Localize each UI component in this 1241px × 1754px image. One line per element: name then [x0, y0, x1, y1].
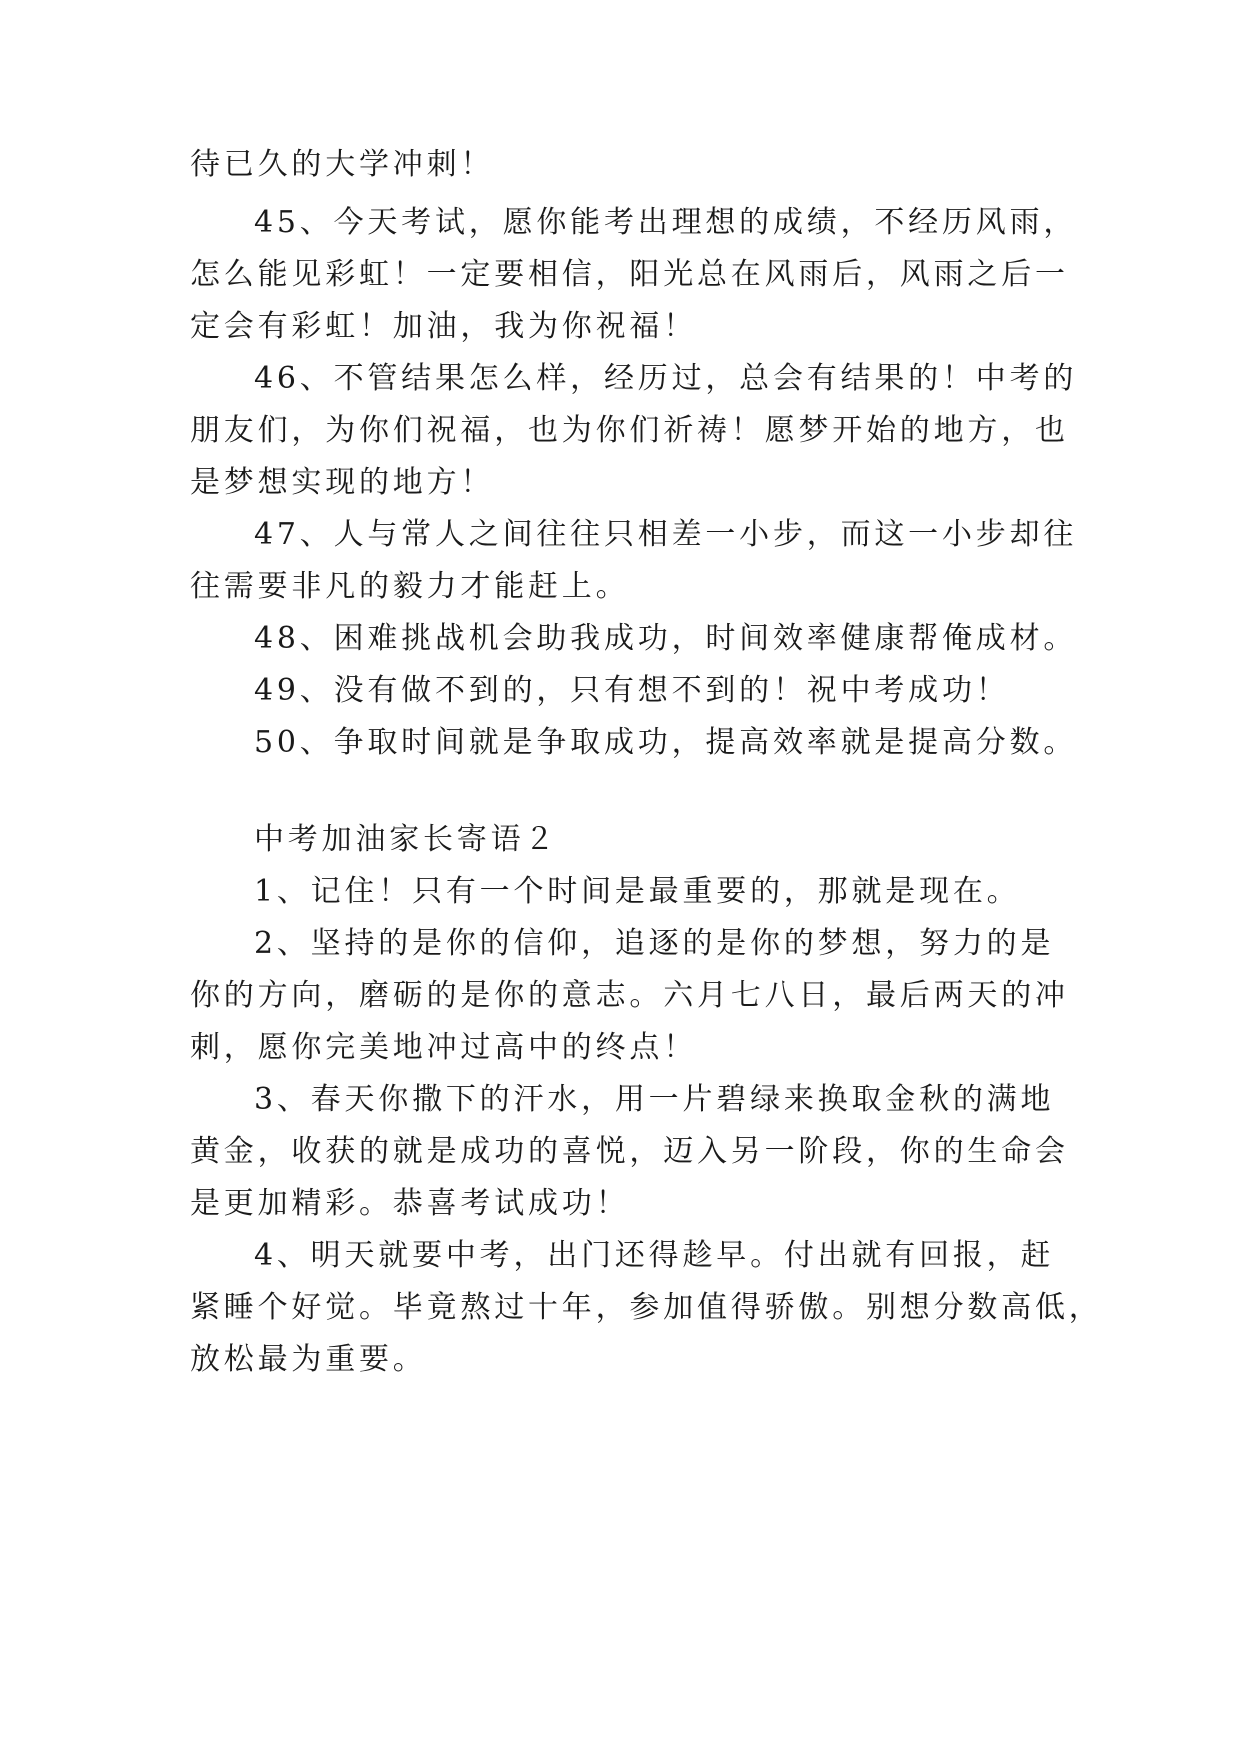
paragraph-45-line-2: 怎么能见彩虹！一定要相信，阳光总在风雨后，风雨之后一 [190, 257, 1069, 292]
paragraph-44-tail: 待已久的大学冲刺！ [190, 147, 495, 182]
paragraph-45-line-1: 45、今天考试，愿你能考出理想的成绩，不经历风雨， [254, 205, 1078, 240]
paragraph-1: 1、记住！只有一个时间是最重要的，那就是现在。 [254, 874, 1021, 909]
section-heading: 中考加油家长寄语２ [254, 822, 559, 857]
paragraph-3-line-2: 黄金，收获的就是成功的喜悦，迈入另一阶段，你的生命会 [190, 1134, 1069, 1169]
paragraph-2-line-1: 2、坚持的是你的信仰，追逐的是你的梦想，努力的是 [254, 926, 1055, 961]
paragraph-46-line-2: 朋友们，为你们祝福，也为你们祈祷！愿梦开始的地方，也 [190, 413, 1069, 448]
paragraph-4-line-2: 紧睡个好觉。毕竟熬过十年，参加值得骄傲。别想分数高低， [190, 1290, 1103, 1325]
paragraph-46-line-1: 46、不管结果怎么样，经历过，总会有结果的！中考的 [254, 361, 1078, 396]
paragraph-47-line-2: 往需要非凡的毅力才能赶上。 [190, 569, 630, 604]
paragraph-2-line-2: 你的方向，磨砺的是你的意志。六月七八日，最后两天的冲 [190, 978, 1069, 1013]
paragraph-4-line-1: 4、明天就要中考，出门还得趁早。付出就有回报，赶 [254, 1238, 1055, 1273]
paragraph-50: 50、争取时间就是争取成功，提高效率就是提高分数。 [254, 725, 1078, 760]
paragraph-2-line-3: 刺，愿你完美地冲过高中的终点！ [190, 1030, 697, 1065]
paragraph-45-line-3: 定会有彩虹！加油，我为你祝福！ [190, 309, 697, 344]
paragraph-3-line-1: 3、春天你撒下的汗水，用一片碧绿来换取金秋的满地 [254, 1082, 1055, 1117]
paragraph-4-line-3: 放松最为重要。 [190, 1342, 427, 1377]
paragraph-48: 48、困难挑战机会助我成功，时间效率健康帮俺成材。 [254, 621, 1078, 656]
paragraph-46-line-3: 是梦想实现的地方！ [190, 465, 495, 500]
paragraph-3-line-3: 是更加精彩。恭喜考试成功！ [190, 1186, 630, 1221]
paragraph-47-line-1: 47、人与常人之间往往只相差一小步，而这一小步却往 [254, 517, 1078, 552]
paragraph-49: 49、没有做不到的，只有想不到的！祝中考成功！ [254, 673, 1010, 708]
